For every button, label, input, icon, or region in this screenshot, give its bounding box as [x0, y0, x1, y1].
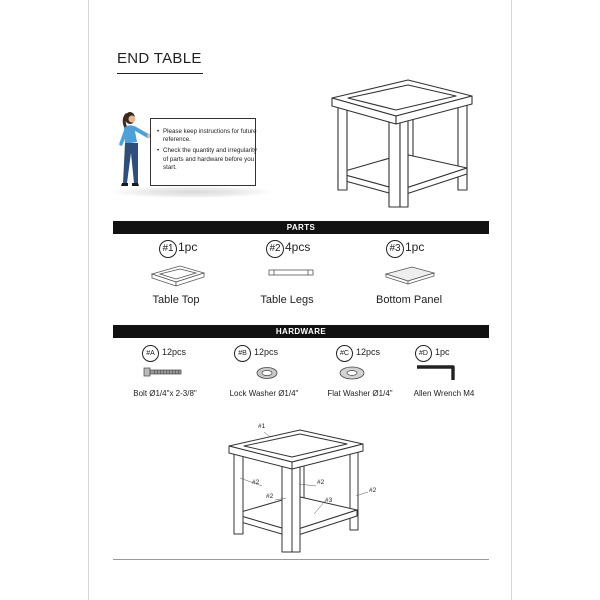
table-top-part-icon	[150, 264, 206, 290]
part-code-1	[159, 240, 197, 258]
part-name-table-legs: Table Legs	[260, 294, 314, 306]
hardware-code-a	[142, 345, 186, 362]
part-qty: 4pcs	[285, 240, 311, 254]
callout-leg-mid: #2	[266, 493, 274, 500]
bullet-icon: •	[157, 128, 160, 135]
parts-heading: PARTS	[113, 221, 489, 234]
notice-box	[150, 118, 256, 186]
part-number-badge: #2	[266, 240, 284, 258]
notice-text: Check the quantity and irregularity of parts and hardware before you start.	[163, 147, 257, 171]
hardware-qty: 12pcs	[162, 347, 187, 357]
hardware-name-bolt: Bolt Ø1/4"x 2-3/8"	[133, 389, 197, 398]
hardware-qty: 12pcs	[254, 347, 279, 357]
part-code-2	[266, 240, 310, 258]
hardware-letter-badge: #C	[336, 345, 353, 362]
notice-item	[157, 147, 257, 172]
footer-divider	[113, 559, 489, 560]
part-name-table-top: Table Top	[152, 294, 200, 306]
part-number-badge: #1	[159, 240, 177, 258]
floor-shadow	[112, 186, 272, 198]
hardware-name-lock-washer: Lock Washer Ø1/4"	[229, 389, 299, 398]
callout-leg-back: #2	[317, 479, 325, 486]
hardware-letter-badge: #A	[142, 345, 159, 362]
hardware-name-allen-wrench: Allen Wrench M4	[413, 389, 475, 398]
hardware-heading: HARDWARE	[113, 325, 489, 338]
bolt-icon	[143, 366, 183, 378]
hardware-code-c	[336, 345, 380, 362]
hardware-qty: 12pcs	[356, 347, 381, 357]
lock-washer-icon	[255, 366, 279, 380]
flat-washer-icon	[338, 366, 366, 380]
page-title: END TABLE	[117, 50, 202, 67]
callout-table-top: #1	[258, 423, 266, 430]
part-qty: 1pc	[405, 240, 425, 254]
notice-text: Please keep instructions for future reference.	[163, 128, 257, 144]
notice-list	[157, 128, 257, 175]
hardware-letter-badge: #B	[234, 345, 251, 362]
callout-leg-right: #2	[369, 487, 377, 494]
bullet-icon: •	[157, 147, 160, 155]
part-name-bottom-panel: Bottom Panel	[375, 294, 443, 306]
title-underline	[117, 73, 203, 74]
hardware-letter-badge: #D	[415, 345, 432, 362]
hardware-qty: 1pc	[435, 347, 450, 357]
bottom-panel-part-icon	[384, 265, 436, 287]
notice-item	[157, 128, 257, 144]
assembly-diagram	[226, 428, 366, 556]
hardware-name-flat-washer: Flat Washer Ø1/4"	[327, 389, 393, 398]
callout-shelf: #3	[325, 497, 333, 504]
callout-leg-left: #2	[252, 479, 260, 486]
part-number-badge: #3	[386, 240, 404, 258]
hardware-code-d	[415, 345, 450, 362]
part-qty: 1pc	[178, 240, 198, 254]
table-leg-part-icon	[268, 268, 314, 278]
part-code-3	[386, 240, 424, 258]
hardware-code-b	[234, 345, 278, 362]
allen-wrench-icon	[415, 362, 461, 382]
end-table-illustration	[328, 78, 478, 210]
